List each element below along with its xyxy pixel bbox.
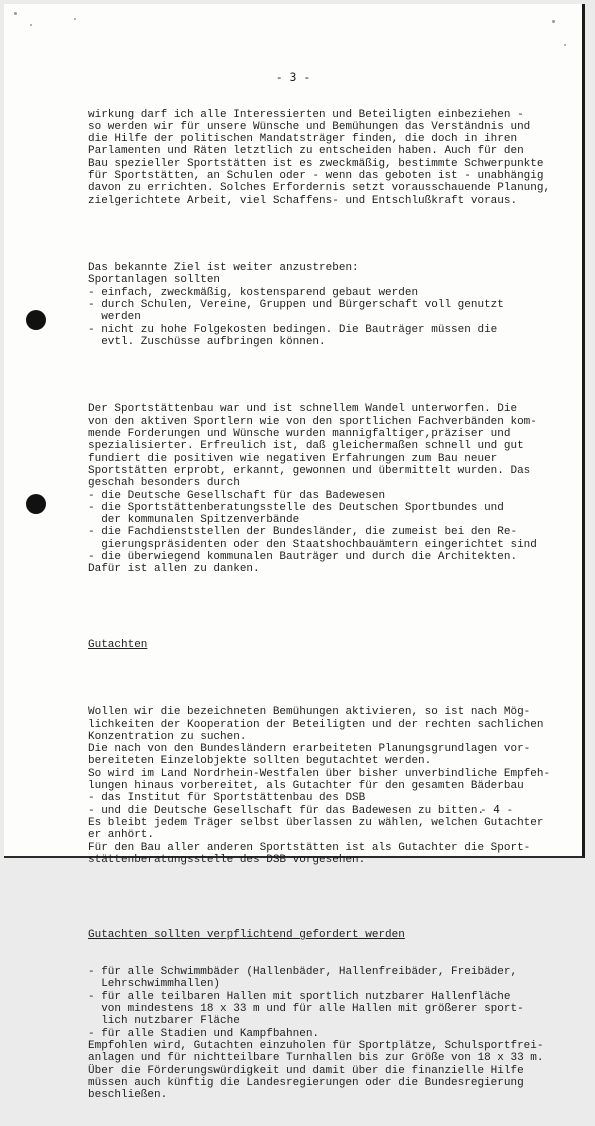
text-line: Lehrschwimmhallen) [88,978,221,991]
text-line: müssen auch künftig die Landesregierungen oder die Bundesregierung [88,1076,524,1089]
text-line: Parlamenten und Räten letztlich zu entscheiden haben. Auch für den [88,145,524,158]
text-line: von den aktiven Sportlern wie von den sportlichen Fachverbänden kom- [88,415,537,428]
text-line: So wird im Land Nordrhein-Westfalen über bisher unverbindliche Empfeh- [88,767,551,780]
text-line: lichkeiten der Kooperation der Beteiligten und der rechten sachlichen [88,718,544,731]
text-line: - die Sportstättenberatungsstelle des Deutschen Sportbundes und [88,501,504,514]
text-line: gierungspräsidenten oder den Staatshochbauämtern eingerichtet sind [88,538,537,551]
text-line: Die nach von den Bundesländern erarbeiteten Planungsgrundlagen vor- [88,743,531,756]
text-line: Bau spezieller Sportstätten ist es zweckmäßig, bestimmte Schwerpunkte [88,157,544,170]
text-line: - für alle Schwimmbäder (Hallenbäder, Hallenfreibäder, Freibäder, [88,966,518,979]
text-line: - die überwiegend kommunalen Bauträger und durch die Architekten. [88,550,518,563]
text-line: fundiert die positiven wie negativen Erfahrungen zum Bau neuer [88,452,498,465]
text-line: Das bekannte Ziel ist weiter anzustreben: [88,262,359,275]
text-line: lungen hinaus vorbereitet, als Gutachter für den gesamten Bäderbau [88,780,524,793]
text-line: Sportanlagen sollten [88,274,221,287]
page-number-next: - 4 - [480,803,514,816]
page-number-top: - 3 - [275,70,311,84]
text-line: beschließen. [88,1089,168,1102]
document-page [4,4,585,1102]
text-line: er anhört. [88,829,155,842]
text-line: zielgerichtete Arbeit, viel Schaffens- und Entschlußkraft voraus. [88,194,518,207]
paragraph-goals [88,262,578,348]
text-line: lich nutzbarer Fläche [88,1015,240,1028]
text-line: mende Forderungen und Wünsche wurden mannigfaltiger,präziser und [88,428,511,441]
text-line: Sportstätten erprobt, erkannt, gewonnen und übermittelt wurden. Das [88,464,531,477]
text-line: spezialisierter. Erfreulich ist, daß gleichermaßen schnell und gut [88,440,524,453]
text-line: der kommunalen Spitzenverbände [88,514,300,527]
text-line: Konzentration zu suchen. [88,730,247,743]
heading-gutachten-verpflichtend: Gutachten sollten verpflichtend gefordert werden [88,929,405,942]
paragraph-intro [88,109,578,207]
text-line: Der Sportstättenbau war und ist schnellem Wandel unterworfen. Die [88,403,518,416]
text-line: Es bleibt jedem Träger selbst überlassen zu wählen, welchen Gutachter [88,816,544,829]
punch-hole-top [26,310,46,330]
text-line: - für alle teilbaren Hallen mit sportlich nutzbarer Hallenfläche [88,990,511,1003]
text-line: so werden wir für unsere Wünsche und Bemühungen das Verständnis und [88,120,531,133]
text-line: Für den Bau aller anderen Sportstätten ist als Gutachter die Sport- [88,841,531,854]
text-line: anlagen und für nichtteilbare Turnhallen bis zur Größe von 18 x 33 m. [88,1052,544,1065]
text-line: - einfach, zweckmäßig, kostensparend gebaut werden [88,286,419,299]
text-line: davon zu errichten. Solches Erfordernis setzt vorausschauende Planung, [88,182,551,195]
paragraph-verpflichtend [88,966,578,1101]
text-line: geschah besonders durch [88,477,240,490]
text-line: evtl. Zuschüsse aufbringen können. [88,335,326,348]
text-line: Wollen wir die bezeichneten Bemühungen aktivieren, so ist nach Mög- [88,706,531,719]
paragraph-sportstaettenbau [88,403,578,575]
text-line: - und die Deutsche Gesellschaft für das Badewesen zu bitten. [88,804,485,817]
paragraph-gutachten [88,706,578,866]
text-line: - durch Schulen, Vereine, Gruppen und Bürgerschaft voll genutzt [88,299,504,312]
text-line: für Sportstätten, an Schulen oder - wenn das geboten ist - unabhängig [88,170,544,183]
text-line: - die Fachdienststellen der Bundesländer, die zumeist bei den Re- [88,526,518,539]
text-line: - nicht zu hohe Folgekosten bedingen. Die Bauträger müssen die [88,323,498,336]
text-line: wirkung darf ich alle Interessierten und Beteiligten einbeziehen - [88,108,524,121]
text-line: - das Institut für Sportstättenbau des DSB [88,792,366,805]
text-line: Empfohlen wird, Gutachten einzuholen für Sportplätze, Schulsportfrei- [88,1039,544,1052]
text-line: bereiteten Einzelobjekte sollten begutachtet werden. [88,755,432,768]
text-line: Über die Förderungswürdigkeit und damit über die finanzielle Hilfe [88,1064,524,1077]
text-line: werden [88,311,141,324]
text-line: von mindestens 18 x 33 m und für alle Hallen mit größerer sport- [88,1003,524,1016]
text-line: - die Deutsche Gesellschaft für das Badewesen [88,489,386,502]
text-line: Dafür ist allen zu danken. [88,563,260,576]
text-line: stättenberatungsstelle des DSB vorgesehen. [88,853,366,866]
text-line: - für alle Stadien und Kampfbahnen. [88,1027,320,1040]
text-line: die Hilfe der politischen Mandatsträger finden, die doch in ihren [88,133,518,146]
document-body [88,84,578,1126]
heading-gutachten: Gutachten [88,638,148,651]
punch-hole-bottom [26,494,46,514]
